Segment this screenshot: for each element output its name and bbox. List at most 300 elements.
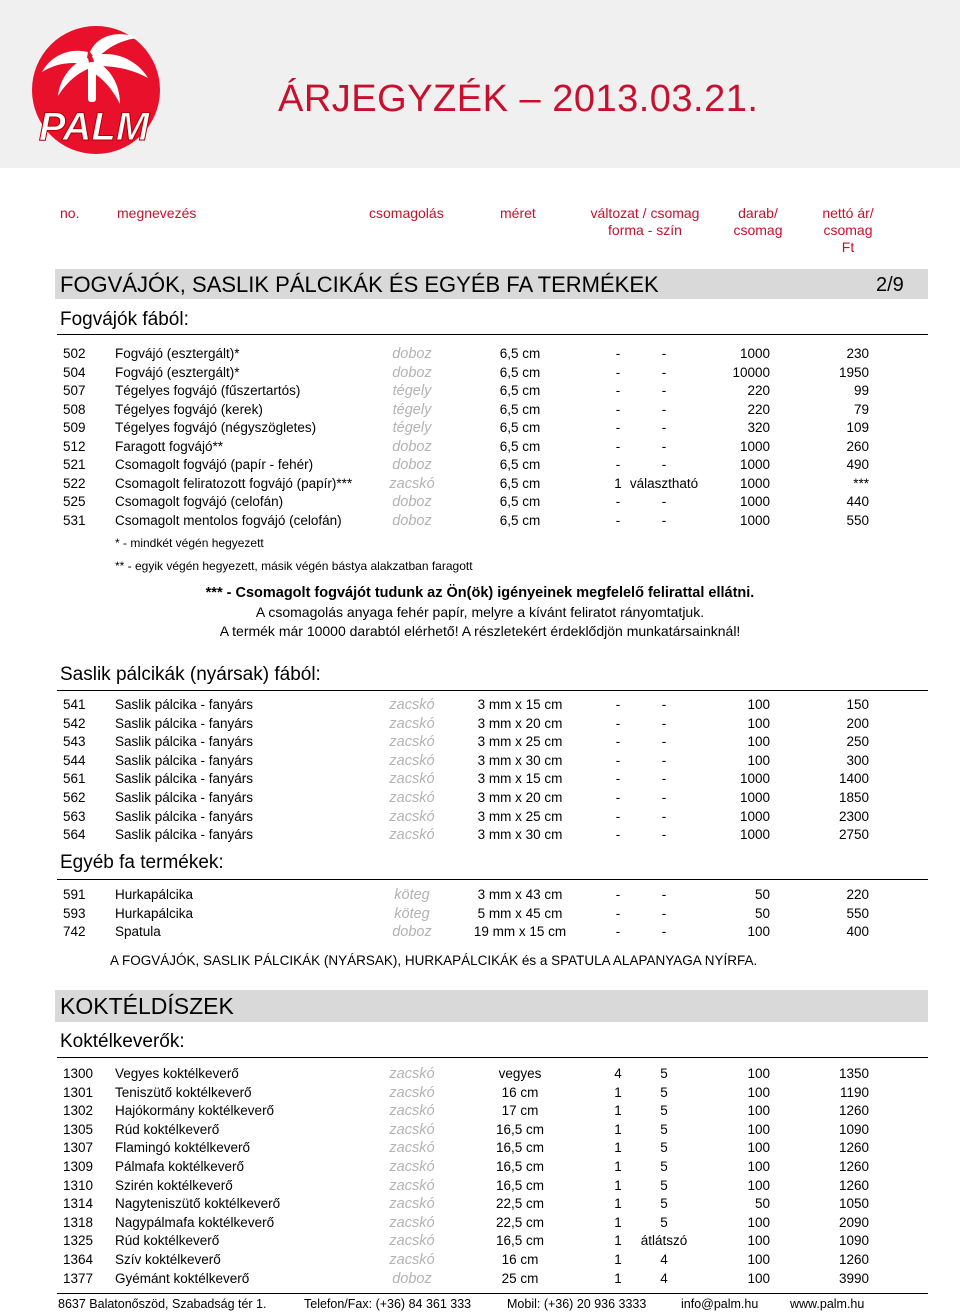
- cell-name: Saslik pálcika - fanyárs: [115, 697, 254, 712]
- cell-no: 507: [63, 383, 86, 398]
- cell-pcs: 100: [747, 1084, 770, 1100]
- table-row: [0, 1215, 960, 1234]
- cell-price: 1260: [838, 1103, 869, 1119]
- cell-price: 300: [846, 752, 869, 768]
- col-header-name: megnevezés: [117, 205, 197, 221]
- cell-size: 6,5 cm: [499, 475, 541, 491]
- table-row: [0, 1140, 960, 1159]
- divider: [57, 690, 928, 691]
- table-row: [0, 1196, 960, 1215]
- cell-size: 17 cm: [501, 1103, 539, 1119]
- cell-variant-pack: 4: [614, 1066, 622, 1081]
- cell-no: 522: [63, 475, 86, 491]
- cell-no: 564: [63, 827, 86, 843]
- cell-no: 1314: [63, 1196, 94, 1212]
- cell-pcs: 100: [747, 715, 770, 731]
- cell-no: 1301: [63, 1084, 94, 1100]
- cell-name: Szív koktélkeverő: [115, 1252, 221, 1267]
- cell-packaging: zacskó: [389, 827, 435, 844]
- cell-variant-pack: -: [615, 752, 621, 768]
- cell-variant-pack: -: [615, 438, 621, 454]
- cell-size: 6,5 cm: [499, 494, 541, 509]
- subsection-saslik: Saslik pálcikák (nyársak) fából:: [60, 664, 321, 685]
- cell-price: 200: [846, 715, 869, 731]
- cell-variant-form: 5: [660, 1196, 668, 1212]
- cell-variant-pack: -: [615, 697, 621, 712]
- cell-packaging: zacskó: [389, 1252, 435, 1268]
- cell-variant-pack: -: [615, 790, 621, 805]
- table-row: [0, 771, 960, 790]
- col-header-variant: [585, 205, 705, 239]
- cell-size: 6,5 cm: [499, 364, 541, 380]
- cell-size: 16,5 cm: [495, 1140, 545, 1156]
- cell-price: 490: [846, 457, 869, 472]
- table-row: [0, 809, 960, 828]
- cell-packaging: doboz: [392, 512, 432, 529]
- cell-size: 6,5 cm: [499, 420, 541, 435]
- cell-name: Saslik pálcika - fanyárs: [115, 827, 254, 843]
- divider: [57, 879, 928, 880]
- cell-variant-form: átlátszó: [640, 1233, 688, 1249]
- cell-variant-form: 5: [660, 1214, 668, 1230]
- cell-variant-form: választható: [629, 475, 699, 491]
- cell-variant-pack: -: [615, 808, 621, 824]
- cell-packaging: zacskó: [389, 790, 435, 806]
- cell-variant-pack: 1: [614, 1084, 622, 1100]
- cell-packaging: doboz: [392, 346, 432, 362]
- cell-pcs: 50: [754, 1196, 770, 1212]
- cell-packaging: zacskó: [389, 1084, 435, 1101]
- cell-pcs: 1000: [739, 457, 770, 472]
- cell-no: 542: [63, 715, 86, 731]
- cell-name: Nagyteniszütő koktélkeverő: [115, 1196, 281, 1212]
- cell-name: Saslik pálcika - fanyárs: [115, 734, 254, 750]
- cell-no: 509: [63, 420, 86, 435]
- cell-size: 25 cm: [501, 1270, 539, 1286]
- cell-pcs: 1000: [739, 346, 770, 361]
- cell-variant-form: 5: [660, 1084, 668, 1100]
- cell-price: 400: [846, 924, 869, 940]
- cell-variant-form: 5: [660, 1177, 668, 1193]
- cell-variant-pack: 1: [614, 1233, 622, 1249]
- cell-pcs: 100: [747, 924, 770, 940]
- cell-packaging: tégely: [392, 383, 432, 399]
- footer-web[interactable]: www.palm.hu: [790, 1297, 865, 1311]
- cell-price: 1260: [838, 1177, 869, 1193]
- cell-no: 1305: [63, 1121, 94, 1137]
- cell-price: 230: [846, 346, 869, 361]
- cell-pcs: 1000: [739, 790, 770, 805]
- cell-variant-form: 4: [660, 1270, 668, 1286]
- cell-name: Fogvájó (esztergált)*: [115, 364, 240, 380]
- cell-pcs: 50: [754, 887, 770, 902]
- page-title: ÁRJEGYZÉK – 2013.03.21.: [278, 78, 759, 120]
- cell-name: Gyémánt koktélkeverő: [115, 1270, 250, 1286]
- cell-variant-form: -: [661, 457, 667, 472]
- cell-packaging: köteg: [394, 887, 430, 903]
- cell-no: 544: [63, 752, 86, 768]
- table-row: [0, 1122, 960, 1141]
- cell-variant-form: 5: [660, 1121, 668, 1137]
- cell-name: Saslik pálcika - fanyárs: [115, 771, 254, 787]
- cell-name: Saslik pálcika - fanyárs: [115, 808, 254, 824]
- cell-pcs: 1000: [739, 808, 770, 824]
- cell-pcs: 100: [747, 1159, 770, 1174]
- cell-name: Szirén koktélkeverő: [115, 1177, 233, 1193]
- cell-price: 2090: [838, 1214, 869, 1230]
- table-row: [0, 716, 960, 735]
- cell-price: 1260: [838, 1140, 869, 1156]
- cell-variant-form: -: [661, 924, 667, 940]
- cell-price: 220: [846, 887, 869, 902]
- col-header-variant-line1: változat / csomag: [590, 205, 700, 221]
- cell-no: 1302: [63, 1103, 94, 1119]
- cell-variant-pack: 1: [614, 1270, 622, 1286]
- cell-no: 742: [63, 924, 86, 940]
- cell-no: 543: [63, 734, 86, 750]
- cell-name: Faragott fogvájó**: [115, 438, 224, 454]
- cell-pcs: 1000: [739, 475, 770, 491]
- table-row: [0, 346, 960, 365]
- cell-size: 16,5 cm: [495, 1159, 545, 1174]
- cell-price: 550: [846, 512, 869, 528]
- cell-variant-pack: 1: [614, 1121, 622, 1137]
- cell-packaging: zacskó: [389, 697, 435, 713]
- cell-price: 1090: [838, 1121, 869, 1137]
- table-row: [0, 906, 960, 925]
- cell-variant-form: -: [661, 512, 667, 528]
- info-line-3: A termék már 10000 darabtól elérhető! A részletekért érdeklődjön munkatársainknál!: [219, 623, 741, 639]
- col-header-price-line2: csomag: [823, 222, 873, 238]
- cell-pcs: 1000: [739, 827, 770, 843]
- cell-price: 79: [853, 401, 869, 417]
- logo-text: PALM: [38, 105, 150, 149]
- cell-packaging: zacskó: [389, 475, 435, 492]
- cell-variant-pack: -: [615, 827, 621, 843]
- cell-packaging: zacskó: [389, 1214, 435, 1231]
- cell-size: 16 cm: [501, 1252, 539, 1267]
- material-note: A FOGVÁJÓK, SASLIK PÁLCIKÁK (NYÁRSAK), HURKAPÁLCIKÁK és a SPATULA ALAPANYAGA NYÍRFA.: [110, 953, 758, 968]
- col-header-pcs-line1: darab/: [738, 205, 778, 221]
- cell-packaging: zacskó: [389, 1233, 435, 1250]
- cell-packaging: zacskó: [389, 715, 435, 732]
- footnote-2: ** - egyik végén hegyezett, másik végén bástya alakzatban faragott: [115, 559, 473, 573]
- cell-pcs: 1000: [739, 438, 770, 454]
- cell-name: Tégelyes fogvájó (kerek): [115, 401, 263, 417]
- cell-no: 1325: [63, 1233, 94, 1249]
- cell-no: 1300: [63, 1066, 94, 1081]
- cell-pcs: 100: [747, 1066, 770, 1081]
- cell-pcs: 100: [747, 1270, 770, 1286]
- cell-name: Hajókormány koktélkeverő: [115, 1103, 275, 1119]
- cell-name: Rúd koktélkeverő: [115, 1121, 220, 1137]
- cell-variant-pack: 1: [614, 475, 622, 491]
- cell-variant-form: -: [661, 364, 667, 380]
- cell-packaging: zacskó: [389, 1121, 435, 1138]
- table-row: [0, 887, 960, 906]
- cell-name: Csomagolt fogvájó (celofán): [115, 494, 284, 509]
- subsection-egyeb: Egyéb fa termékek:: [60, 852, 224, 873]
- cell-no: 1318: [63, 1214, 94, 1230]
- divider: [57, 334, 928, 335]
- cell-price: 99: [853, 383, 869, 398]
- cell-variant-form: -: [661, 383, 667, 398]
- cell-variant-pack: -: [615, 715, 621, 731]
- cell-pcs: 1000: [739, 512, 770, 528]
- cell-variant-pack: -: [615, 512, 621, 528]
- table-row: [0, 1233, 960, 1252]
- cell-size: 22,5 cm: [495, 1214, 545, 1230]
- cell-packaging: tégely: [392, 401, 432, 418]
- subsection-koktelkeverok: Koktélkeverők:: [60, 1031, 185, 1052]
- cell-variant-form: -: [661, 771, 667, 787]
- cell-packaging: zacskó: [389, 752, 435, 769]
- cell-price: 1090: [838, 1233, 869, 1249]
- col-header-price-line3: Ft: [841, 239, 855, 255]
- cell-size: 6,5 cm: [499, 346, 541, 361]
- table-row: [0, 697, 960, 716]
- cell-variant-form: -: [661, 827, 667, 843]
- col-header-no: no.: [60, 205, 80, 221]
- cell-name: Saslik pálcika - fanyárs: [115, 715, 254, 731]
- cell-pcs: 100: [747, 697, 770, 712]
- cell-name: Pálmafa koktélkeverő: [115, 1159, 245, 1174]
- cell-packaging: zacskó: [389, 1066, 435, 1082]
- cell-size: 19 mm x 15 cm: [473, 924, 567, 940]
- divider: [57, 1057, 928, 1058]
- cell-packaging: köteg: [394, 905, 430, 922]
- footnote-1: * - mindkét végén hegyezett: [115, 536, 264, 550]
- cell-no: 563: [63, 808, 86, 824]
- cell-variant-form: -: [661, 697, 667, 712]
- cell-no: 1309: [63, 1159, 94, 1174]
- cell-variant-pack: -: [615, 346, 621, 361]
- cell-variant-pack: -: [615, 905, 621, 921]
- cell-name: Flamingó koktélkeverő: [115, 1140, 251, 1156]
- table-row: [0, 494, 960, 513]
- table-row: [0, 365, 960, 384]
- cell-size: 3 mm x 15 cm: [477, 697, 563, 712]
- cell-no: 525: [63, 494, 86, 509]
- cell-size: 6,5 cm: [499, 457, 541, 472]
- cell-variant-pack: -: [615, 771, 621, 787]
- table-row: [0, 790, 960, 809]
- section-title-fa-termekek: FOGVÁJÓK, SASLIK PÁLCIKÁK ÉS EGYÉB FA TERMÉKEK: [60, 272, 659, 297]
- cell-packaging: zacskó: [389, 1177, 435, 1194]
- col-header-pcs: [718, 205, 798, 239]
- cell-no: 1307: [63, 1140, 94, 1156]
- table-row: [0, 383, 960, 402]
- col-header-price: [808, 205, 888, 256]
- cell-variant-pack: -: [615, 364, 621, 380]
- cell-packaging: tégely: [392, 420, 432, 436]
- cell-price: 1260: [838, 1159, 869, 1174]
- cell-packaging: zacskó: [389, 808, 435, 825]
- cell-pcs: 1000: [739, 494, 770, 509]
- table-row: [0, 1085, 960, 1104]
- cell-variant-form: -: [661, 790, 667, 805]
- table-row: [0, 420, 960, 439]
- cell-price: ***: [853, 475, 869, 491]
- cell-no: 561: [63, 771, 86, 787]
- cell-size: 6,5 cm: [499, 438, 541, 454]
- cell-pcs: 10000: [732, 364, 770, 380]
- cell-variant-pack: 1: [614, 1214, 622, 1230]
- info-line-1: *** - Csomagolt fogvájót tudunk az Ön(ök) igényeinek megfelelő felirattal ellátni.: [205, 585, 755, 601]
- table-row: [0, 457, 960, 476]
- footer-phone: Telefon/Fax: (+36) 84 361 333: [304, 1297, 472, 1311]
- cell-price: 440: [846, 494, 869, 509]
- cell-no: 502: [63, 346, 86, 361]
- cell-packaging: zacskó: [389, 1103, 435, 1120]
- cell-price: 1050: [838, 1196, 869, 1212]
- col-header-size: méret: [500, 205, 536, 221]
- info-line-2: A csomagolás anyaga fehér papír, melyre a kívánt feliratot rányomtatjuk.: [255, 604, 705, 620]
- cell-variant-form: -: [661, 734, 667, 750]
- col-header-packaging: csomagolás: [369, 205, 444, 221]
- cell-pcs: 100: [747, 1252, 770, 1267]
- cell-no: 521: [63, 457, 86, 472]
- cell-pcs: 100: [747, 752, 770, 768]
- cell-pcs: 220: [747, 383, 770, 398]
- cell-variant-pack: -: [615, 383, 621, 398]
- cell-packaging: doboz: [392, 1270, 432, 1287]
- cell-size: 16,5 cm: [495, 1177, 545, 1193]
- table-row: [0, 734, 960, 753]
- cell-pcs: 100: [747, 1214, 770, 1230]
- footer-divider: [57, 1293, 928, 1294]
- cell-packaging: zacskó: [389, 734, 435, 751]
- cell-variant-form: 5: [660, 1066, 668, 1081]
- cell-variant-pack: -: [615, 924, 621, 940]
- cell-size: 6,5 cm: [499, 383, 541, 398]
- cell-price: 1850: [838, 790, 869, 805]
- cell-packaging: doboz: [392, 494, 432, 510]
- cell-pcs: 100: [747, 1140, 770, 1156]
- table-row: [0, 827, 960, 846]
- cell-name: Hurkapálcika: [115, 905, 194, 921]
- cell-variant-form: -: [661, 346, 667, 361]
- cell-price: 2750: [838, 827, 869, 843]
- table-row: [0, 1178, 960, 1197]
- cell-variant-form: 5: [660, 1103, 668, 1119]
- cell-size: 22,5 cm: [495, 1196, 545, 1212]
- cell-no: 504: [63, 364, 86, 380]
- cell-variant-pack: -: [615, 734, 621, 750]
- page-number: 2/9: [876, 274, 904, 296]
- cell-size: 3 mm x 20 cm: [477, 790, 563, 805]
- cell-price: 1350: [838, 1066, 869, 1081]
- cell-variant-pack: 1: [614, 1177, 622, 1193]
- cell-packaging: zacskó: [389, 771, 435, 788]
- cell-name: Tégelyes fogvájó (fűszertartós): [115, 383, 301, 398]
- table-row: [0, 439, 960, 458]
- cell-price: 1950: [838, 364, 869, 380]
- cell-name: Vegyes koktélkeverő: [115, 1066, 239, 1081]
- cell-size: 3 mm x 20 cm: [477, 715, 563, 731]
- cell-price: 550: [846, 905, 869, 921]
- cell-size: vegyes: [498, 1066, 542, 1081]
- col-header-variant-line2: forma - szín: [608, 222, 682, 238]
- table-row: [0, 753, 960, 772]
- cell-pcs: 100: [747, 1177, 770, 1193]
- cell-name: Teniszütő koktélkeverő: [115, 1084, 252, 1100]
- cell-pcs: 1000: [739, 771, 770, 787]
- table-row: [0, 1252, 960, 1271]
- cell-variant-form: -: [661, 401, 667, 417]
- cell-variant-pack: 1: [614, 1103, 622, 1119]
- cell-variant-pack: 1: [614, 1252, 622, 1267]
- table-row: [0, 1271, 960, 1290]
- footer-address: 8637 Balatonőszöd, Szabadság tér 1.: [58, 1297, 267, 1311]
- cell-packaging: zacskó: [389, 1140, 435, 1157]
- cell-no: 531: [63, 512, 86, 528]
- cell-price: 2300: [838, 808, 869, 824]
- cell-name: Csomagolt fogvájó (papír - fehér): [115, 457, 314, 472]
- cell-name: Csomagolt mentolos fogvájó (celofán): [115, 512, 342, 528]
- table-row: [0, 402, 960, 421]
- table-row: [0, 1103, 960, 1122]
- cell-pcs: 100: [747, 1103, 770, 1119]
- cell-no: 1377: [63, 1270, 94, 1286]
- cell-no: 508: [63, 401, 86, 417]
- cell-size: 6,5 cm: [499, 401, 541, 417]
- footer-email[interactable]: info@palm.hu: [681, 1297, 759, 1311]
- col-header-price-line1: nettó ár/: [822, 205, 874, 221]
- cell-size: 16,5 cm: [495, 1121, 545, 1137]
- cell-variant-pack: 1: [614, 1159, 622, 1174]
- cell-variant-pack: 1: [614, 1140, 622, 1156]
- cell-packaging: doboz: [392, 924, 432, 941]
- footer-mobile[interactable]: Mobil: (+36) 20 936 3333: [507, 1297, 647, 1311]
- cell-variant-pack: -: [615, 494, 621, 509]
- cell-no: 562: [63, 790, 86, 805]
- cell-variant-form: -: [661, 808, 667, 824]
- cell-price: 150: [846, 697, 869, 712]
- cell-price: 260: [846, 438, 869, 454]
- cell-size: 3 mm x 30 cm: [477, 827, 563, 843]
- cell-pcs: 220: [747, 401, 770, 417]
- cell-pcs: 320: [747, 420, 770, 435]
- cell-size: 3 mm x 15 cm: [477, 771, 563, 787]
- cell-packaging: doboz: [392, 457, 432, 473]
- cell-no: 541: [63, 697, 86, 712]
- cell-no: 593: [63, 905, 86, 921]
- cell-variant-form: -: [661, 420, 667, 435]
- table-row: [0, 513, 960, 532]
- cell-no: 591: [63, 887, 86, 902]
- cell-variant-pack: -: [615, 420, 621, 435]
- cell-variant-form: 5: [660, 1159, 668, 1174]
- cell-packaging: doboz: [392, 438, 432, 455]
- cell-variant-form: -: [661, 752, 667, 768]
- palm-logo: [28, 22, 168, 157]
- cell-pcs: 100: [747, 734, 770, 750]
- cell-price: 3990: [838, 1270, 869, 1286]
- table-row: [0, 476, 960, 495]
- cell-no: 1364: [63, 1252, 94, 1267]
- cell-packaging: zacskó: [389, 1159, 435, 1175]
- cell-variant-form: 4: [660, 1252, 668, 1267]
- cell-variant-form: -: [661, 494, 667, 509]
- cell-price: 109: [846, 420, 869, 435]
- cell-variant-form: -: [661, 887, 667, 902]
- cell-name: Hurkapálcika: [115, 887, 194, 902]
- cell-variant-form: -: [661, 438, 667, 454]
- table-row: [0, 924, 960, 943]
- cell-size: 16 cm: [501, 1084, 539, 1100]
- cell-price: 250: [846, 734, 869, 750]
